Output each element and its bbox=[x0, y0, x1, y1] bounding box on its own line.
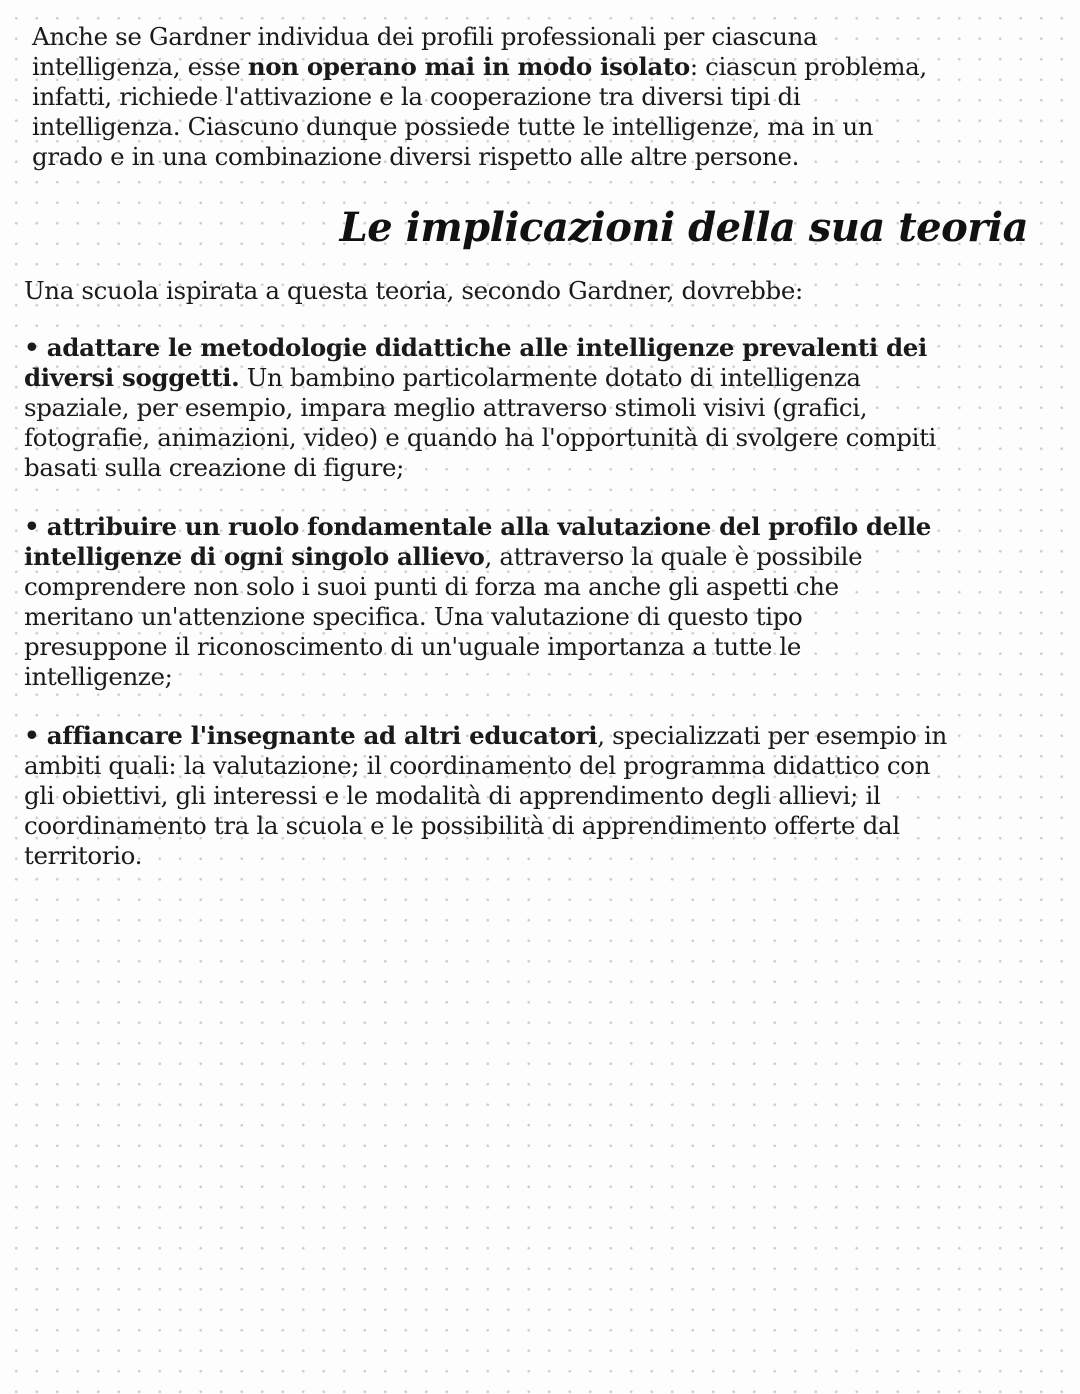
text-line: territorio. bbox=[24, 841, 143, 870]
bullet-item-2 bbox=[24, 512, 931, 692]
bold-phrase: affiancare l'insegnante ad altri educatori bbox=[46, 721, 598, 750]
text-line: ambiti quali: la valutazione; il coordinamento del programma didattico con bbox=[24, 751, 931, 780]
text-line: comprendere non solo i suoi punti di forza ma anche gli aspetti che bbox=[24, 572, 839, 601]
text-line: Anche se Gardner individua dei profili professionali per ciascuna bbox=[32, 22, 818, 51]
text-line bbox=[24, 333, 936, 363]
intro-paragraph bbox=[32, 22, 927, 172]
text-line: coordinamento tra la scuola e le possibilità di apprendimento offerte dal bbox=[24, 811, 900, 840]
bullet-dot-icon: • bbox=[24, 333, 40, 362]
lead-sentence: Una scuola ispirata a questa teoria, secondo Gardner, dovrebbe: bbox=[24, 276, 803, 305]
text-line: meritano un'attenzione specifica. Una valutazione di questo tipo bbox=[24, 602, 803, 631]
text-line: fotografie, animazioni, video) e quando ha l'opportunità di svolgere compiti bbox=[24, 423, 937, 452]
text-line: intelligenza. Ciascuno dunque possiede tutte le intelligenze, ma in un bbox=[32, 112, 874, 141]
text-line bbox=[24, 721, 947, 751]
text-run: , specializzati per esempio in bbox=[597, 721, 947, 750]
text-run: : ciascun problema, bbox=[689, 52, 927, 81]
text-run: , attraverso la quale è possibile bbox=[484, 542, 863, 571]
bold-phrase: diversi soggetti. bbox=[24, 363, 240, 392]
bullet-item-3 bbox=[24, 721, 947, 871]
text-line: spaziale, per esempio, impara meglio attraverso stimoli visivi (grafici, bbox=[24, 393, 868, 422]
bold-phrase: adattare le metodologie didattiche alle intelligenze prevalenti dei bbox=[46, 333, 927, 362]
text-line: infatti, richiede l'attivazione e la cooperazione tra diversi tipi di bbox=[32, 82, 801, 111]
bold-phrase: intelligenze di ogni singolo allievo bbox=[24, 542, 485, 571]
bullet-dot-icon: • bbox=[24, 512, 40, 541]
text-line: intelligenze; bbox=[24, 662, 173, 691]
text-line: grado e in una combinazione diversi rispetto alle altre persone. bbox=[32, 142, 800, 171]
bold-phrase: non operano mai in modo isolato bbox=[247, 52, 690, 81]
text-run: Un bambino particolarmente dotato di intelligenza bbox=[239, 363, 861, 392]
bullet-dot-icon: • bbox=[24, 721, 40, 750]
section-heading: Le implicazioni della sua teoria bbox=[339, 204, 1028, 251]
text-line bbox=[24, 363, 936, 393]
text-line bbox=[32, 52, 927, 82]
text-run: intelligenza, esse bbox=[32, 52, 248, 81]
text-line: presuppone il riconoscimento di un'uguale importanza a tutte le bbox=[24, 632, 802, 661]
text-line bbox=[24, 512, 931, 542]
text-line bbox=[24, 542, 931, 572]
bold-phrase: attribuire un ruolo fondamentale alla valutazione del profilo delle bbox=[46, 512, 932, 541]
text-line: gli obiettivi, gli interessi e le modalità di apprendimento degli allievi; il bbox=[24, 781, 881, 810]
bullet-item-1 bbox=[24, 333, 936, 483]
text-line: basati sulla creazione di figure; bbox=[24, 453, 405, 482]
